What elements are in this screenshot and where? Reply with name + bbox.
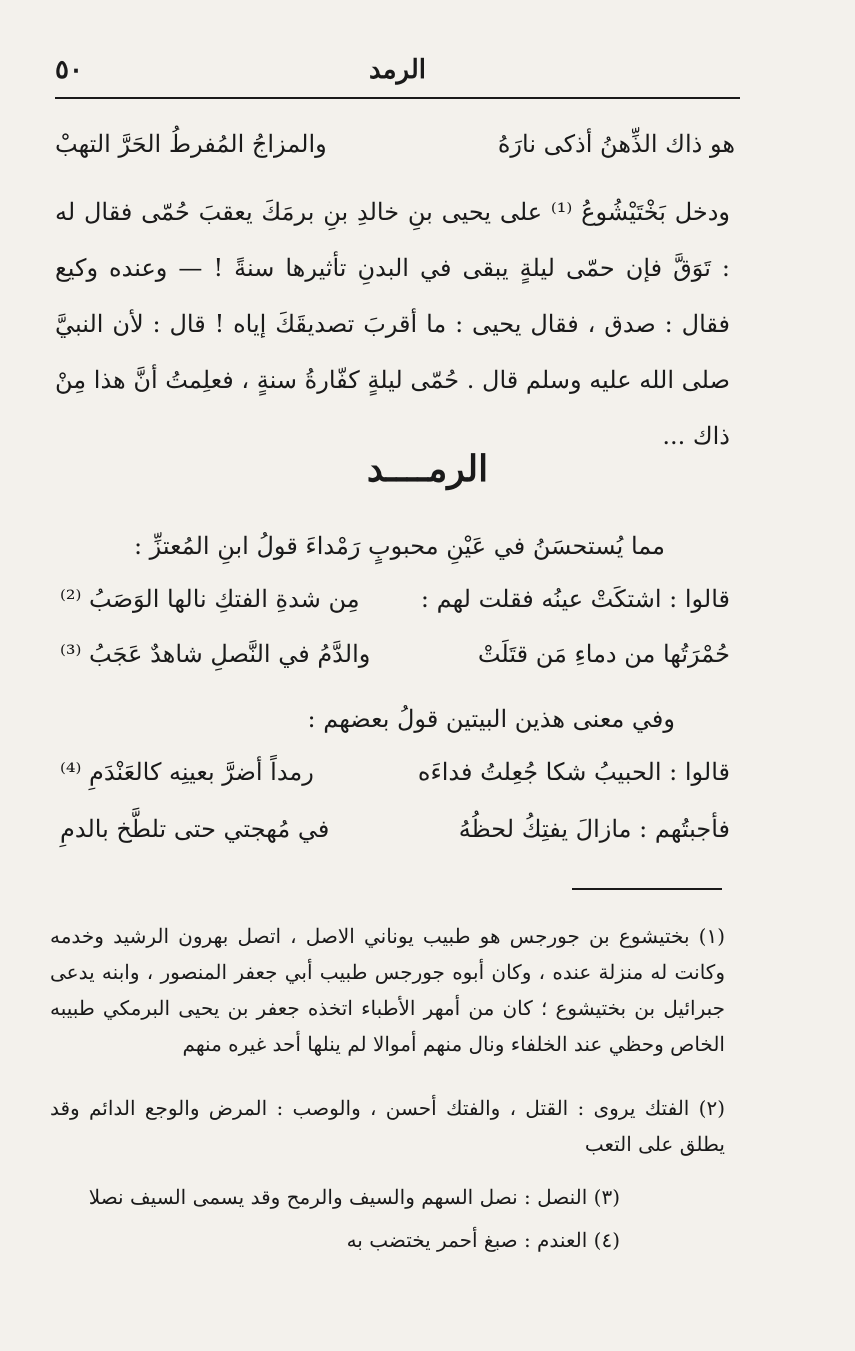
opening-verse-hemistich-2: والمزاجُ المُفرطُ الحَرَّ التهبْ xyxy=(55,130,327,158)
verse-3 xyxy=(60,758,730,786)
verse-1-hemistich-1: قالوا : اشتكَتْ عينُه فقلت لهم : xyxy=(420,585,730,613)
footnote-4: (٤) العندم : صبغ أحمر يختضب به xyxy=(346,1228,620,1252)
verse-2 xyxy=(60,640,730,668)
verse-4-hemistich-2: في مُهجتي حتى تلطَّخ بالدمِ xyxy=(60,815,330,843)
footnote-rule xyxy=(572,888,722,890)
footnote-2: (٢) الفتك يروى : القتل ، والفتك أحسن ، والوصب : المرض والوجع الدائم وقد يطلق على التعب xyxy=(50,1096,725,1156)
verse-4-hemistich-1: فأجبتُهم : مازالَ يفتِكُ لحظُهُ xyxy=(458,815,730,843)
verse-3-hemistich-1: قالوا : الحبيبُ شكا جُعِلتُ فداءَه xyxy=(417,758,730,786)
verse-3-hemistich-2: رمداً أضرَّ بعينِه كالعَنْدَمِ ⁽⁴⁾ xyxy=(60,758,314,786)
header-rule xyxy=(55,97,740,99)
opening-verse-hemistich-1: هو ذاك الذِّهنُ أذكى نارَهُ xyxy=(497,130,735,158)
section-intro: مما يُستحسَنُ في عَيْنِ محبوبٍ رَمْداءَ قولُ ابنِ المُعتزِّ : xyxy=(133,532,665,560)
verse-2-hemistich-2: والدَّمُ في النَّصلِ شاهدٌ عَجَبُ ⁽³⁾ xyxy=(60,640,371,668)
verse-4 xyxy=(60,815,730,843)
page-header xyxy=(55,55,740,95)
footnote-1: (١) بختيشوع بن جورجس هو طبيب يوناني الاصل ، اتصل بهرون الرشيد وخدمه وكانت له منزلة عنده ، وكان أبوه جورجس طبيب أبي جعفر المنصور ، وابنه يدعى جبرائيل بن بختيشوع ؛ كان من أمهر الأطباء اتخذه جعفر بن يحيى البرمكي طبيبه الخاص وحظي عند الخلفاء ونال منهم أموالا لم ينلها أحد غيره منهم xyxy=(50,924,725,1056)
verse-2-hemistich-1: حُمْرَتُها من دماءِ مَن قتَلَتْ xyxy=(477,640,730,668)
running-title: الرمد xyxy=(368,55,427,85)
footnote-3: (٣) النصل : نصل السهم والسيف والرمح وقد يسمى السيف نصلا xyxy=(88,1185,620,1209)
page-number: ٥٠ xyxy=(55,55,83,85)
opening-verse xyxy=(55,130,735,158)
verse-1-hemistich-2: مِن شدةِ الفتكِ نالها الوَصَبُ ⁽²⁾ xyxy=(60,585,360,613)
section-title: الرمــــد xyxy=(366,448,489,490)
section-intro-2: وفي معنى هذين البيتين قولُ بعضهم : xyxy=(307,705,675,733)
anecdote-paragraph: ودخل بَخْتَيْشُوعُ ⁽¹⁾ على يحيى بنِ خالدِ بنِ برمَكَ يعقبَ حُمّى فقال له : تَوَقَّ فإن حمّى ليلةٍ يبقى في البدنِ تأثيرها سنةً ! — وعنده وكيع فقال : صدق ، فقال يحيى : ما أقربَ تصديقَكَ إياه ! قال : لأن النبيَّ صلى الله عليه وسلم قال . حُمّى ليلةٍ كفّارةُ سنةٍ ، فعلِمتُ أنَّ هذا مِنْ ذاك ... xyxy=(55,198,730,450)
verse-1 xyxy=(60,585,730,613)
